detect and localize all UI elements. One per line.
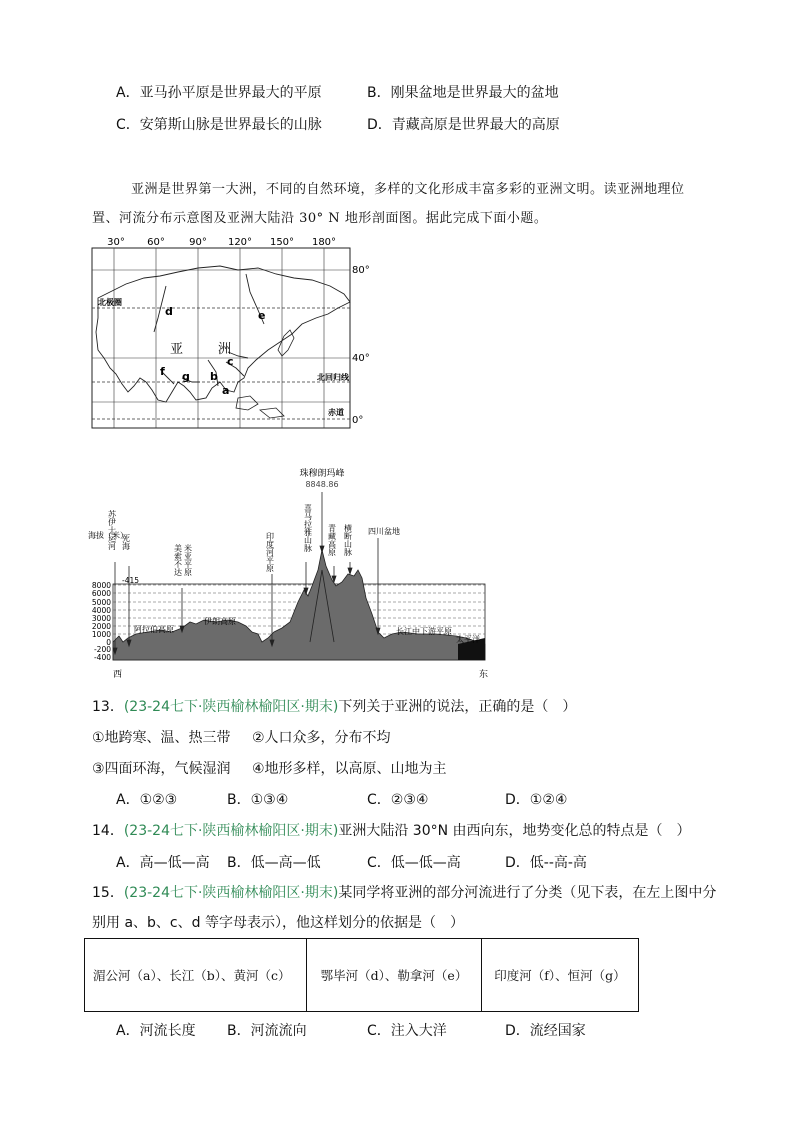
q13-item-2: ②人口众多，分布不均	[252, 730, 391, 746]
q13-number: 13．	[92, 699, 124, 715]
svg-text:青藏高原: 青藏高原	[327, 524, 337, 556]
river-letter: c	[227, 355, 234, 368]
q14-option-d: D．低--高-高	[505, 855, 587, 871]
svg-text:印度河平原: 印度河平原	[265, 532, 275, 572]
option-a-prev: A．亚马孙平原是世界最大的平原	[116, 85, 322, 101]
feature-labels	[107, 503, 353, 585]
q15-option-d: D．流经国家	[505, 1023, 586, 1039]
question-15	[92, 882, 716, 902]
question-14	[92, 820, 691, 840]
q13-option-d: D．①②④	[505, 792, 568, 808]
q14-source: (23-24七下·陕西榆林榆阳区·期末)	[123, 823, 339, 839]
svg-text:5000: 5000	[91, 598, 111, 607]
q13-source: (23-24七下·陕西榆林榆阳区·期末)	[123, 699, 339, 715]
question-13	[92, 696, 576, 716]
terrain-label: 伊朗高原	[204, 617, 236, 626]
svg-text:-200: -200	[93, 645, 111, 654]
q14-number: 14．	[92, 823, 124, 839]
svg-text:横断山脉: 横断山脉	[343, 524, 353, 556]
river-letter: a	[222, 384, 230, 397]
river-classification-table	[84, 938, 639, 1012]
q14-stem: 亚洲大陆沿 30°N 由西向东，地势变化总的特点是（ ）	[338, 823, 691, 839]
lon-label: 60°	[147, 237, 165, 248]
svg-text:喜马拉雅山脉: 喜马拉雅山脉	[303, 504, 313, 552]
q15-option-b: B．河流流向	[227, 1023, 307, 1039]
option-c-prev: C．安第斯山脉是世界最长的山脉	[116, 117, 322, 133]
table-cell: 湄公河（a）、长江（b）、黄河（c）	[85, 939, 307, 1012]
river-letter: b	[210, 370, 218, 383]
svg-text:苏伊士运河: 苏伊士运河	[107, 510, 117, 550]
lon-label: 180°	[311, 237, 337, 248]
q15-option-c: C．注入大洋	[367, 1023, 447, 1039]
table-row	[85, 939, 639, 1012]
q13-item-4: ④地形多样，以高原、山地为主	[252, 761, 447, 777]
q14-option-a: A．高—低—高	[116, 855, 210, 871]
lon-label: 30°	[107, 237, 125, 248]
q14-option-b: B．低—高—低	[227, 855, 321, 871]
equator-label: 赤道	[328, 408, 344, 417]
terrain-label: 长江中下游平原	[396, 627, 452, 636]
svg-text:美索不达: 美索不达	[173, 544, 183, 576]
svg-text:4000: 4000	[91, 606, 111, 615]
lat-label: 0°	[352, 415, 364, 426]
q13-option-a: A．①②③	[116, 792, 178, 808]
q15-stem-1: 某同学将亚洲的部分河流进行了分类（见下表，在左上图中分	[338, 885, 717, 901]
q13-item-1: ①地跨寒、温、热三带	[92, 730, 231, 746]
river-letter: e	[258, 309, 266, 322]
intro-line-2: 置、河流分布示意图及亚洲大陆沿 30° N 地形剖面图。据此完成下面小题。	[92, 211, 548, 226]
terrain-label: 太平洋	[456, 635, 480, 644]
q13-item-3: ③四面环海，气候湿润	[92, 761, 231, 777]
q15-source: (23-24七下·陕西榆林榆阳区·期末)	[123, 885, 339, 901]
svg-text:死海: 死海	[121, 534, 131, 550]
svg-text:3000: 3000	[91, 614, 111, 623]
svg-text:2000: 2000	[91, 622, 111, 631]
intro-line-1: 亚洲是世界第一大洲，不同的自然环境，多样的文化形成丰富多彩的亚洲文明。读亚洲地理位	[131, 182, 685, 197]
table-cell: 印度河（f）、恒河（g）	[482, 939, 639, 1012]
continent-label: 亚	[170, 342, 184, 357]
lat-label: 80°	[352, 265, 370, 276]
tropic-label: 北回归线	[317, 373, 349, 382]
lon-label: 120°	[227, 237, 253, 248]
option-b-prev: B．刚果盆地是世界最大的盆地	[367, 85, 559, 101]
y-ticks	[92, 581, 111, 662]
q13-option-b: B．①③④	[227, 792, 289, 808]
lat-label: 40°	[352, 353, 370, 364]
svg-text:6000: 6000	[91, 589, 111, 598]
svg-text:-400: -400	[93, 653, 111, 662]
river-letter: g	[182, 370, 190, 383]
continent-label: 洲	[218, 342, 232, 357]
svg-text:1000: 1000	[91, 630, 111, 639]
peak-value: 8848.86	[305, 480, 339, 489]
map-frame	[92, 248, 350, 428]
table-cell: 鄂毕河（d）、勒拿河（e）	[307, 939, 482, 1012]
asia-river-map	[88, 232, 378, 432]
arctic-circle-label: 北极圈	[98, 298, 122, 307]
lon-label: 150°	[269, 237, 295, 248]
q15-stem-2: 别用 a、b、c、d 等字母表示），他这样划分的依据是（ ）	[92, 915, 464, 931]
svg-text:米亚平原: 米亚平原	[183, 544, 193, 576]
lon-label: 90°	[189, 237, 207, 248]
q13-stem: 下列关于亚洲的说法，正确的是（ ）	[338, 699, 577, 715]
q13-option-c: C．②③④	[367, 792, 429, 808]
peak-label: 珠穆朗玛峰	[299, 469, 345, 479]
profile-30n	[86, 462, 496, 684]
terrain-label: 阿拉伯高原	[134, 625, 174, 634]
q14-option-c: C．低—低—高	[367, 855, 461, 871]
q15-option-a: A．河流长度	[116, 1023, 196, 1039]
west-label: 西	[113, 670, 123, 680]
svg-text:0: 0	[106, 638, 111, 647]
svg-text:8000: 8000	[91, 581, 111, 590]
sichuan-basin-label: 四川盆地	[368, 527, 400, 536]
option-d-prev: D．青藏高原是世界最大的高原	[367, 117, 560, 133]
river-letter: d	[165, 305, 173, 318]
y-axis-title: 海拔（米）	[88, 531, 128, 540]
river-letter: f	[160, 365, 165, 378]
q15-number: 15．	[92, 885, 124, 901]
svg-text:-415: -415	[122, 576, 140, 585]
east-label: 东	[479, 670, 489, 680]
